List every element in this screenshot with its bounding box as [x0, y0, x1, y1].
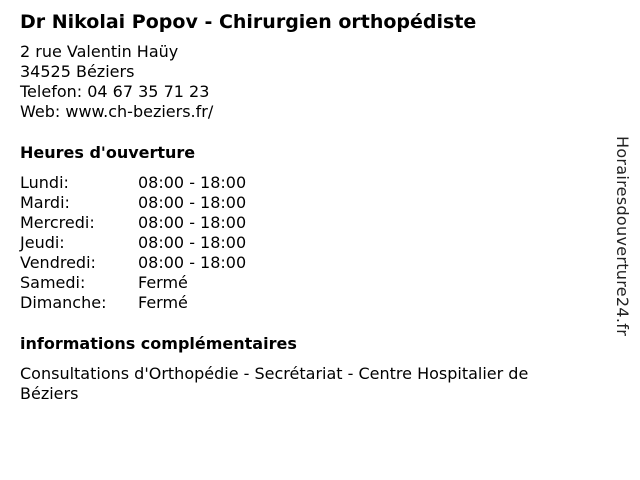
hours-row-dimanche — [20, 293, 246, 313]
day-hours: Fermé — [138, 293, 188, 312]
hours-row-lundi — [20, 173, 246, 193]
phone-number: Telefon: 04 67 35 71 23 — [20, 82, 210, 101]
hours-row-jeudi — [20, 233, 246, 253]
day-hours: 08:00 - 18:00 — [138, 213, 247, 232]
hours-row-mardi — [20, 193, 246, 213]
city-line: 34525 Béziers — [20, 62, 135, 81]
hours-row-samedi — [20, 273, 246, 293]
day-label: Vendredi: — [20, 253, 96, 272]
opening-hours-table — [20, 173, 246, 313]
day-label: Samedi: — [20, 273, 86, 292]
day-hours: 08:00 - 18:00 — [138, 253, 247, 272]
day-hours: Fermé — [138, 273, 188, 292]
hours-row-mercredi — [20, 213, 246, 233]
listing-card — [20, 10, 600, 404]
day-label: Dimanche: — [20, 293, 107, 312]
day-hours: 08:00 - 18:00 — [138, 193, 247, 212]
street-address: 2 rue Valentin Haüy — [20, 42, 179, 61]
day-hours: 08:00 - 18:00 — [138, 173, 247, 192]
site-brand-vertical: Horairesdouverture24.fr — [613, 136, 632, 337]
day-label: Jeudi: — [20, 233, 65, 252]
opening-hours-heading: Heures d'ouverture — [20, 143, 196, 162]
additional-info-heading: informations complémentaires — [20, 334, 297, 353]
day-label: Mercredi: — [20, 213, 95, 232]
additional-info-text: Consultations d'Orthopédie - Secrétariat - Centre Hospitalier de Béziers — [20, 364, 529, 403]
day-hours: 08:00 - 18:00 — [138, 233, 247, 252]
address-block — [20, 42, 600, 122]
hours-row-vendredi — [20, 253, 246, 273]
practitioner-title: Dr Nikolai Popov - Chirurgien orthopédiste — [20, 11, 477, 33]
day-label: Mardi: — [20, 193, 70, 212]
website-link: Web: www.ch-beziers.fr/ — [20, 102, 214, 121]
day-label: Lundi: — [20, 173, 69, 192]
